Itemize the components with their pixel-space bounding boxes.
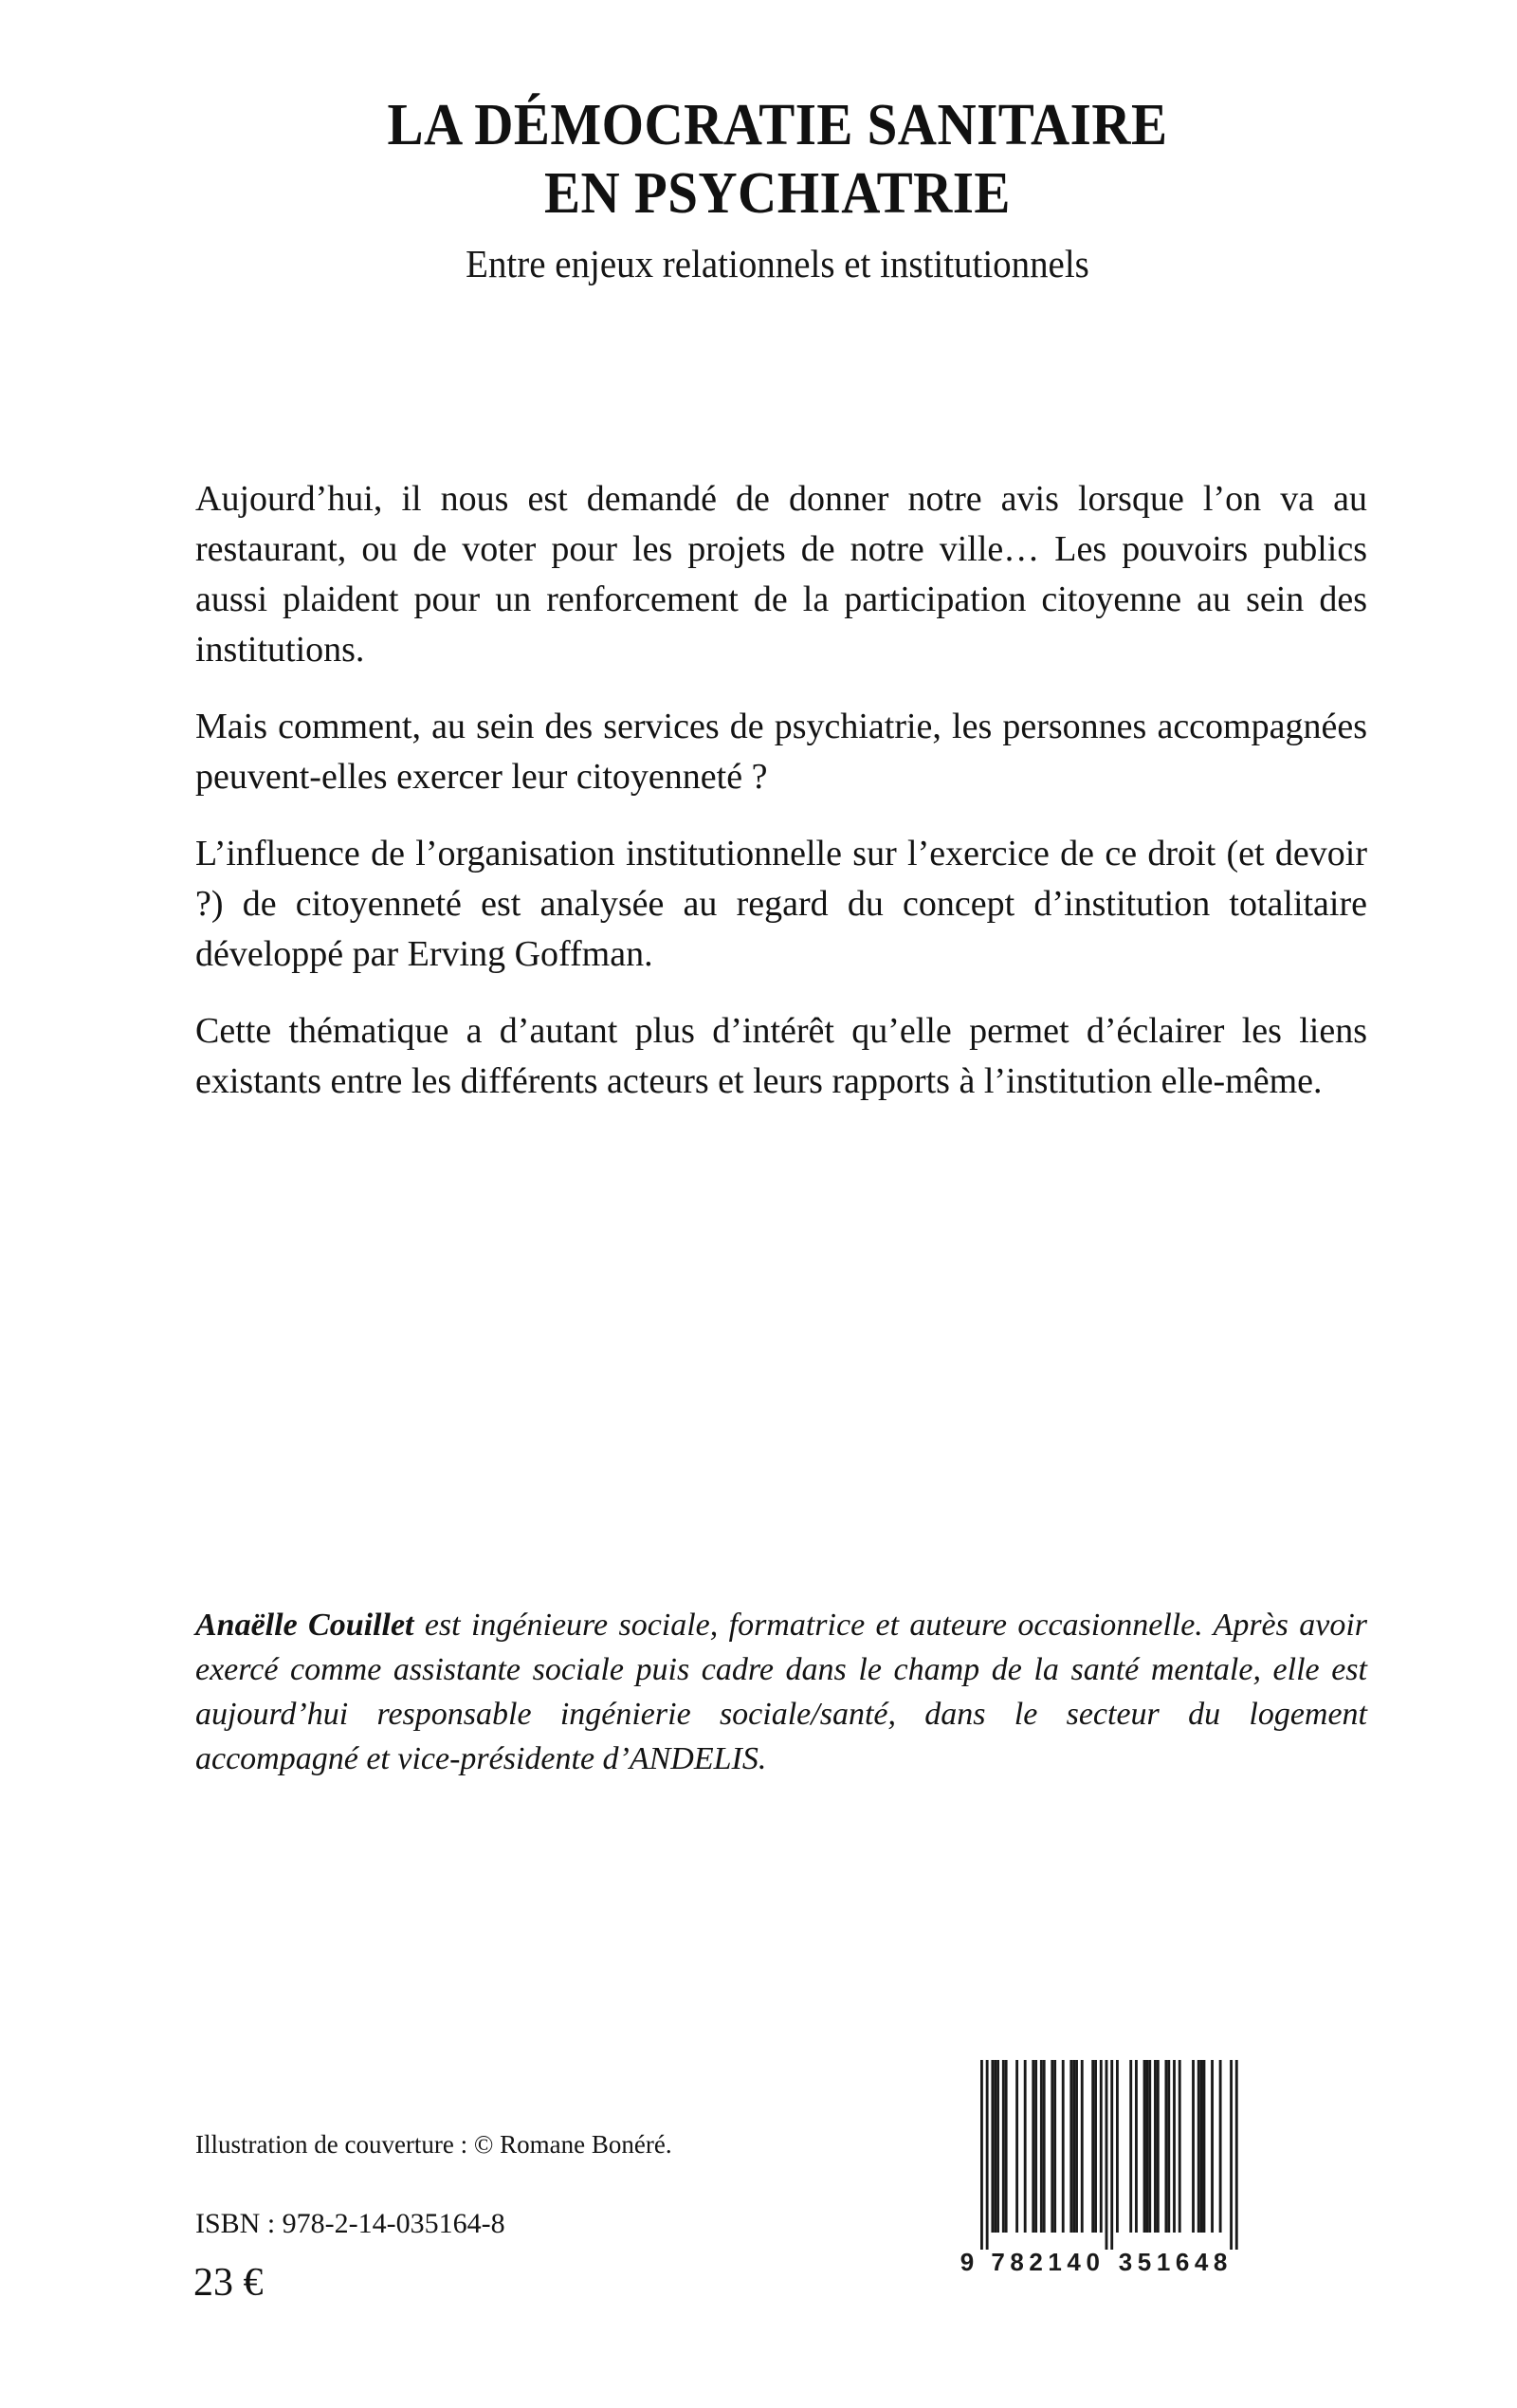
- price-text: 23 €: [193, 2261, 264, 2305]
- blurb-paragraph: Cette thématique a d’autant plus d’intérêt qu’elle permet d’éclairer les liens existants entre les différents acteurs et leurs rapports à l’institution elle-même.: [195, 1011, 1367, 1101]
- svg-text:4: 4: [1194, 2248, 1209, 2274]
- cover-illustration-credit: Illustration de couverture : © Romane Bonéré.: [195, 2130, 672, 2159]
- svg-text:4: 4: [1067, 2248, 1081, 2274]
- blurb-text: [195, 474, 1367, 1107]
- svg-text:9: 9: [960, 2248, 975, 2274]
- author-biography: [195, 1603, 1367, 1781]
- svg-text:7: 7: [991, 2248, 1005, 2274]
- blurb-paragraph: L’influence de l’organisation institutionnelle sur l’exercice de ce droit (et devoir ?) de citoyenneté est analysée au regard du concept d’institution totalitaire développé par Erving Goffman.: [195, 834, 1367, 974]
- svg-text:8: 8: [1213, 2248, 1228, 2274]
- ean13-barcode: [952, 2058, 1312, 2274]
- svg-text:5: 5: [1137, 2248, 1152, 2274]
- book-title-line-2: EN PSYCHIATRIE: [544, 161, 1011, 226]
- author-name: Anaëlle Couillet: [195, 1608, 414, 1643]
- blurb-paragraph: Aujourd’hui, il nous est demandé de donner notre avis lorsque l’on va au restaurant, ou de voter pour les projets de notre ville… Les pouvoirs publics aussi plaident pour un renforcement de la participation citoyenne au sein des institutions.: [195, 479, 1367, 670]
- svg-text:2: 2: [1029, 2248, 1043, 2274]
- svg-text:1: 1: [1048, 2248, 1062, 2274]
- book-title-line-1: LA DÉMOCRATIE SANITAIRE: [387, 93, 1168, 157]
- svg-text:3: 3: [1118, 2248, 1133, 2274]
- svg-text:6: 6: [1175, 2248, 1190, 2274]
- book-subtitle: Entre enjeux relationnels et institutionnels: [466, 242, 1089, 285]
- svg-text:8: 8: [1010, 2248, 1024, 2274]
- title-block: [190, 91, 1365, 286]
- blurb-paragraph: Mais comment, au sein des services de psychiatrie, les personnes accompagnées peuvent-elles exercer leur citoyenneté ?: [195, 707, 1367, 797]
- isbn-text: ISBN : 978-2-14-035164-8: [195, 2208, 505, 2239]
- barcode-svg: [952, 2058, 1312, 2274]
- svg-text:0: 0: [1086, 2248, 1100, 2274]
- author-bio-text: est ingénieure sociale, formatrice et auteure occasionnelle. Après avoir exercé comme assistante sociale puis cadre dans le champ de la santé mentale, elle est aujourd’hui responsable ingénierie sociale/santé, dans le secteur du logement accompagné et vice-présidente d’ANDELIS.: [195, 1608, 1367, 1776]
- author-bio-paragraph: [195, 1603, 1367, 1781]
- svg-text:1: 1: [1156, 2248, 1171, 2274]
